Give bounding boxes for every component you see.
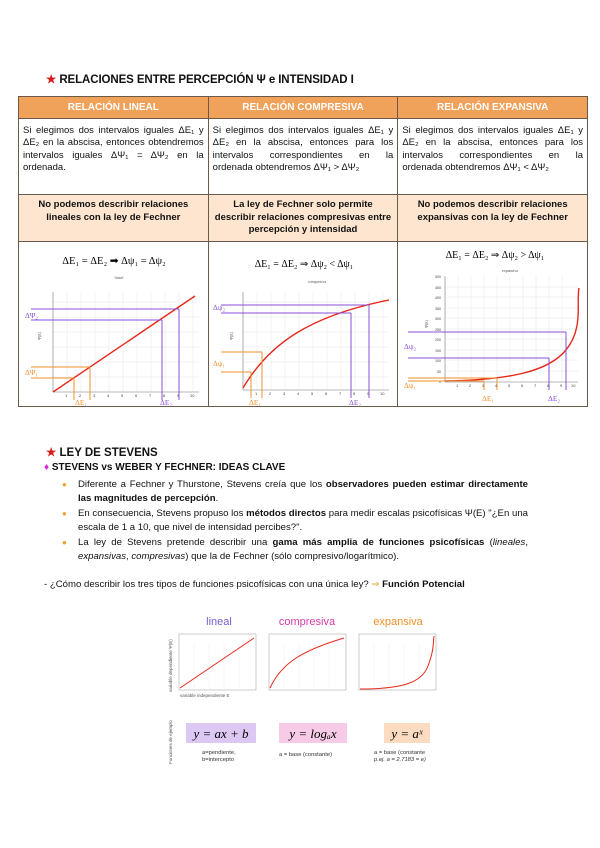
svg-text:9: 9	[560, 382, 563, 388]
svg-text:3: 3	[482, 382, 485, 388]
svg-text:150: 150	[435, 348, 442, 353]
x-ticks	[255, 391, 385, 396]
header-lineal: RELACIÓN LINEAL	[19, 97, 209, 119]
formula-expansiva: y = aˣ	[391, 726, 423, 741]
figure-label-lineal: lineal	[206, 616, 232, 628]
graph-equation: ΔE₁ = ΔE₂ ⇒ Δψ₂ > Δψ₁	[446, 249, 545, 261]
concl-lineal: No podemos describir relaciones lineales con la ley de Fechner	[19, 195, 209, 242]
svg-text:4: 4	[107, 392, 110, 398]
header-compresiva: RELACIÓN COMPRESIVA	[208, 97, 398, 119]
graph-equation: ΔE₁ = ΔE₂ ⇒ Δψ₂ < Δψ₁	[254, 258, 353, 270]
y-axis-label: Ψ(E)	[37, 331, 42, 340]
svg-text:500: 500	[435, 274, 442, 279]
figure-xlabel: variable independiente E	[180, 693, 230, 698]
label-dpsi1: Δψ₁	[212, 358, 225, 368]
svg-text:7: 7	[534, 382, 537, 388]
svg-text:7: 7	[338, 390, 341, 396]
svg-text:2: 2	[469, 382, 472, 388]
label-de1: ΔE₁	[248, 397, 261, 406]
svg-text:300: 300	[435, 316, 442, 321]
mini-curve-expansiva	[360, 636, 434, 689]
figure-grids	[194, 644, 419, 688]
graph-equation: ΔE₁ = ΔE₂ ➡ Δψ₁ = Δψ₂	[62, 255, 166, 267]
svg-text:4: 4	[495, 382, 498, 388]
svg-text:1: 1	[456, 382, 459, 388]
graph-subtitle: compresiva	[307, 278, 326, 284]
graph-expansiva	[398, 242, 588, 406]
svg-text:9: 9	[366, 390, 369, 396]
desc-expansiva: Si elegimos dos intervalos iguales ΔE₁ y ΔE₂ en la abscisa, entonces para los intervalos correspondientes en la ordenada obtendremos ΔΨ₁ < ΔΨ₂	[398, 119, 588, 195]
curve-lineal	[53, 296, 195, 392]
svg-text:200: 200	[435, 337, 442, 342]
section-title-text: LEY DE STEVENS	[59, 447, 158, 459]
list-item: ● La ley de Stevens pretende describir una gama más amplia de funciones psicofísicas (lineales, expansivas, compresivas) que la de Fechner (sólo compresivo/logarítmico).	[62, 536, 528, 564]
svg-text:2: 2	[79, 392, 82, 398]
question-text: - ¿Cómo describir los tres tipos de funciones psicofísicas con una única ley? ⇒ Función Potencial	[44, 579, 465, 590]
desc-lineal: Si elegimos dos intervalos iguales ΔE₁ y ΔE₂ en la abscisa, entonces obtendremos intervalos iguales ΔΨ₁ = ΔΨ₂ en la ordenada.	[19, 119, 209, 195]
label-de1: ΔE₁	[75, 397, 88, 406]
svg-text:5: 5	[508, 382, 511, 388]
svg-text:3: 3	[282, 390, 285, 396]
label-de2: ΔE₂	[348, 397, 361, 406]
figure-side-label: Funciones de ejemplo	[168, 719, 173, 764]
svg-text:5: 5	[121, 392, 124, 398]
note-lineal-2: b=intercepto	[202, 757, 235, 763]
graph-subtitle: expansiva	[502, 267, 519, 273]
note-expansiva-1: a = base (constante	[374, 750, 426, 756]
y-axis-label: Ψ(E)	[228, 331, 234, 340]
x-ticks	[456, 383, 576, 388]
svg-text:50: 50	[437, 369, 442, 374]
section-title-text: RELACIONES ENTRE PERCEPCIÓN Ψ e INTENSIDAD I	[59, 74, 354, 86]
svg-text:3: 3	[93, 392, 96, 398]
svg-text:7: 7	[149, 392, 152, 398]
grid	[243, 292, 389, 390]
label-de2: ΔE₂	[548, 393, 561, 403]
svg-text:1: 1	[254, 390, 257, 396]
star-icon: ★	[46, 74, 57, 86]
svg-text:10: 10	[379, 390, 385, 396]
figure-label-compresiva: compresiva	[278, 616, 336, 628]
svg-text:5: 5	[310, 390, 313, 396]
label-dpsi2: Δψ₂	[404, 341, 417, 351]
graph-cell-expansiva	[398, 241, 588, 406]
svg-text:8: 8	[352, 390, 355, 396]
graph-compresiva	[209, 242, 398, 406]
svg-text:6: 6	[324, 390, 327, 396]
svg-text:350: 350	[435, 306, 442, 311]
note-compresiva: a = base (constante)	[279, 752, 333, 758]
label-dpsi2: Δψ₂	[212, 302, 225, 312]
note-expansiva-2: p.ej. a = 2.7183 = e)	[374, 757, 426, 763]
concl-expansiva: No podemos describir relaciones expansivas con la ley de Fechner	[398, 195, 588, 242]
list-item: ● Diferente a Fechner y Thurstone, Stevens creía que los observadores pueden estimar directamente las magnitudes de percepción.	[62, 478, 528, 506]
section-title-stevens	[46, 445, 158, 459]
key-ideas-list	[62, 478, 528, 565]
concl-compresiva: La ley de Fechner solo permite describir relaciones compresivas entre percepción y intensidad	[208, 195, 398, 242]
subsection-text: STEVENS vs WEBER Y FECHNER: IDEAS CLAVE	[51, 462, 286, 473]
desc-compresiva: Si elegimos dos intervalos iguales ΔE₁ y ΔE₂ en la abscisa, entonces para los intervalos correspondientes en la ordenada obtendremos ΔΨ₁ > ΔΨ₂	[208, 119, 398, 195]
subsection-title	[44, 462, 285, 473]
svg-text:10: 10	[190, 392, 195, 398]
svg-text:4: 4	[296, 390, 299, 396]
label-de2: ΔE₂	[160, 397, 173, 406]
svg-text:9: 9	[177, 392, 180, 398]
mini-curve-lineal	[180, 638, 254, 688]
figure-label-expansiva: expansiva	[373, 616, 423, 628]
svg-text:450: 450	[435, 285, 442, 290]
formula-lineal: y = ax + b	[193, 726, 249, 741]
svg-text:0: 0	[439, 379, 442, 384]
svg-text:250: 250	[435, 327, 442, 332]
graph-subtitle: lineal	[114, 274, 124, 280]
svg-text:2: 2	[268, 390, 271, 396]
mini-curve-compresiva	[270, 638, 344, 688]
svg-text:8: 8	[163, 392, 166, 398]
relations-table	[18, 96, 588, 407]
label-dpsi1: ΔΨ₁	[25, 367, 38, 377]
arrow-icon: ⇒	[371, 579, 380, 590]
svg-text:10: 10	[571, 382, 576, 388]
y-ticks	[435, 275, 441, 384]
graph-lineal	[19, 242, 208, 406]
svg-text:1: 1	[65, 392, 68, 398]
label-dpsi1: Δψ₁	[404, 380, 417, 390]
y-axis-label: Ψ(E)	[424, 319, 430, 328]
svg-text:6: 6	[135, 392, 138, 398]
list-item: ● En consecuencia, Stevens propuso los métodos directos para medir escalas psicofísicas Ψ(E) "¿En una escala de 1 a 10, que nivel de intensidad percibes?".	[62, 507, 528, 535]
graph-cell-compresiva	[208, 241, 398, 406]
star-icon: ★	[46, 447, 57, 459]
label-de1: ΔE₁	[482, 393, 495, 403]
header-expansiva: RELACIÓN EXPANSIVA	[398, 97, 588, 119]
functions-figure	[164, 614, 454, 766]
svg-text:6: 6	[521, 382, 524, 388]
svg-text:8: 8	[547, 382, 550, 388]
svg-text:400: 400	[435, 295, 442, 300]
grid	[445, 276, 578, 382]
curve-expansiva	[445, 288, 579, 381]
svg-text:100: 100	[435, 358, 442, 363]
note-lineal-1: a=pendiente,	[202, 750, 236, 756]
section-title-relaciones	[46, 72, 354, 86]
diamond-icon: ♦	[44, 462, 50, 473]
figure-ylabel: variable dependiente Ψ(E)	[168, 639, 173, 692]
formula-compresiva: y = logₐx	[289, 726, 337, 741]
graph-cell-lineal	[19, 241, 209, 406]
label-dpsi2: ΔΨ₂	[25, 310, 38, 320]
